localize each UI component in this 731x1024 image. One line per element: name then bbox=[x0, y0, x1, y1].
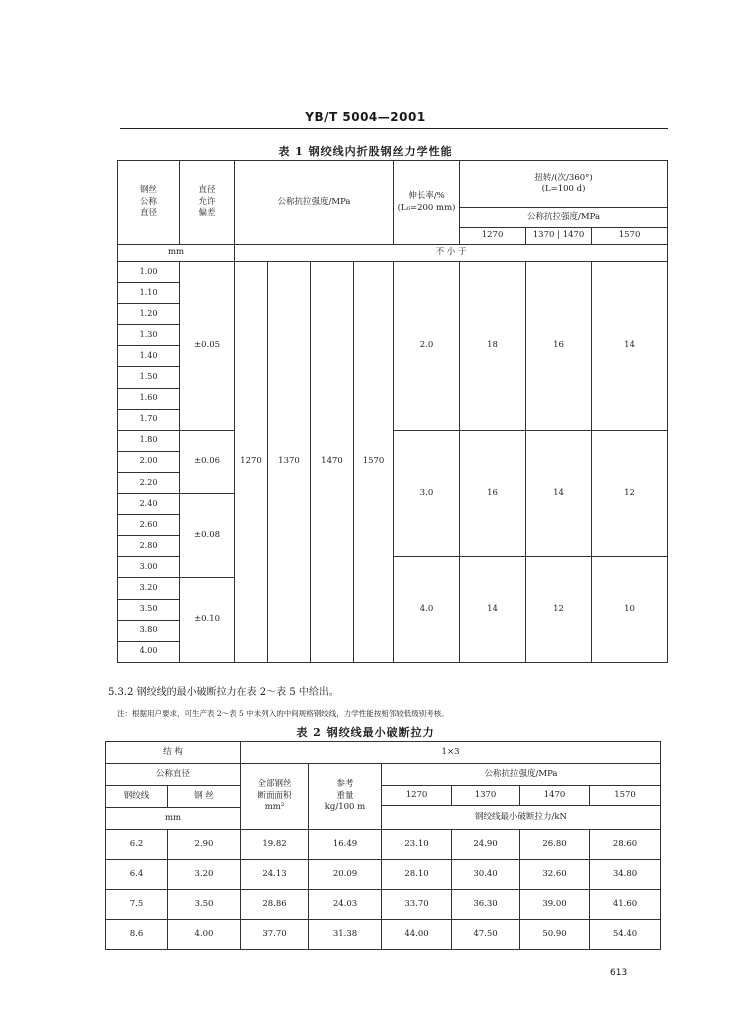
t2-unit: mm bbox=[106, 808, 241, 830]
t2-wire-cell: 3.20 bbox=[168, 860, 241, 890]
t1-torsion-cell: 12 bbox=[592, 430, 668, 557]
t2-header-tensile: 公称抗拉强度/MPa bbox=[382, 764, 661, 786]
t1-header-elongation: 伸长率/% (L₀=200 mm) bbox=[394, 161, 460, 245]
t1-body bbox=[118, 262, 668, 663]
t1-diameter-cell: 2.20 bbox=[118, 472, 180, 493]
table1 bbox=[117, 160, 668, 663]
t2-force-cell: 23.10 bbox=[382, 830, 452, 860]
t2-header-area: 全部钢丝 断面面积 mm² bbox=[241, 764, 309, 830]
t1-torsion-cell: 10 bbox=[592, 557, 668, 662]
t1-elongation-cell: 4.0 bbox=[394, 557, 460, 662]
t2-area-cell: 24.13 bbox=[241, 860, 309, 890]
section-note: 注：根据用户要求，可生产表 2～表 5 中未列入的中间规格钢绞线，力学性能按相邻较低级别考核。 bbox=[117, 709, 449, 718]
t1-header-torsion: 扭转/(次/360°) (L=100 d) bbox=[460, 161, 668, 208]
t2-header-structure-value: 1×3 bbox=[241, 742, 661, 764]
t1-tolerance-cell: ±0.08 bbox=[180, 494, 235, 578]
t1-elongation-cell: 2.0 bbox=[394, 262, 460, 431]
t2-header-strand: 钢绞线 bbox=[106, 786, 168, 808]
t1-diameter-cell: 1.80 bbox=[118, 430, 180, 451]
t2-strand-cell: 8.6 bbox=[106, 920, 168, 950]
t2-area-cell: 37.70 bbox=[241, 920, 309, 950]
t2-force-cell: 50.90 bbox=[520, 920, 590, 950]
t1-diameter-cell: 1.70 bbox=[118, 409, 180, 430]
t1-diameter-cell: 3.50 bbox=[118, 599, 180, 620]
t1-torsion-cell: 18 bbox=[460, 262, 526, 431]
t2-wire-cell: 4.00 bbox=[168, 920, 241, 950]
t2-force-cell: 28.60 bbox=[590, 830, 661, 860]
t1-header-tensile: 公称抗拉强度/MPa bbox=[235, 161, 394, 245]
t2-header-structure: 结 构 bbox=[106, 742, 241, 764]
table1-caption: 表 1 钢绞线内折股钢丝力学性能 bbox=[278, 145, 453, 158]
t1-strength-cell: 1270 bbox=[235, 262, 268, 663]
t2-force-cell: 41.60 bbox=[590, 890, 661, 920]
table2 bbox=[105, 741, 661, 950]
t1-diameter-cell: 1.10 bbox=[118, 283, 180, 304]
t2-header-wire: 钢 丝 bbox=[168, 786, 241, 808]
t2-grade-1370: 1370 bbox=[452, 786, 520, 806]
section-heading: 5.3.2 钢绞线的最小破断拉力在表 2～表 5 中给出。 bbox=[108, 687, 339, 698]
t1-strength-cell: 1570 bbox=[354, 262, 394, 663]
t1-tolerance-cell: ±0.05 bbox=[180, 262, 235, 431]
t2-header-min-force: 钢绞线最小破断拉力/kN bbox=[382, 806, 661, 830]
t2-strand-cell: 6.4 bbox=[106, 860, 168, 890]
t1-torsion-cell: 16 bbox=[526, 262, 592, 431]
t1-diameter-cell: 3.80 bbox=[118, 620, 180, 641]
t1-tolerance-cell: ±0.06 bbox=[180, 430, 235, 493]
t1-diameter-cell: 1.60 bbox=[118, 388, 180, 409]
t1-diameter-cell: 4.00 bbox=[118, 641, 180, 662]
t2-area-cell: 28.86 bbox=[241, 890, 309, 920]
t1-diameter-cell: 2.00 bbox=[118, 451, 180, 472]
t1-strength-cell: 1370 bbox=[268, 262, 311, 663]
t2-row bbox=[106, 860, 661, 890]
t1-header-diameter: 钢丝 公称 直径 bbox=[118, 161, 180, 245]
t1-header-torsion-sub: 公称抗拉强度/MPa bbox=[460, 208, 668, 228]
t2-force-cell: 34.80 bbox=[590, 860, 661, 890]
t1-row bbox=[118, 262, 668, 283]
t2-force-cell: 33.70 bbox=[382, 890, 452, 920]
t1-diameter-cell: 1.20 bbox=[118, 304, 180, 325]
t2-strand-cell: 7.5 bbox=[106, 890, 168, 920]
t2-force-cell: 30.40 bbox=[452, 860, 520, 890]
t2-weight-cell: 24.03 bbox=[309, 890, 382, 920]
t1-torsion-grade-1270: 1270 bbox=[460, 228, 526, 245]
t2-force-cell: 24.90 bbox=[452, 830, 520, 860]
t1-unit: mm bbox=[118, 245, 235, 262]
t2-area-cell: 19.82 bbox=[241, 830, 309, 860]
t2-row bbox=[106, 830, 661, 860]
t1-diameter-cell: 3.00 bbox=[118, 557, 180, 578]
t2-force-cell: 39.00 bbox=[520, 890, 590, 920]
t1-strength-cell: 1470 bbox=[311, 262, 354, 663]
t2-grade-1270: 1270 bbox=[382, 786, 452, 806]
t2-body bbox=[106, 830, 661, 950]
t2-row bbox=[106, 920, 661, 950]
t1-torsion-grade-1570: 1570 bbox=[592, 228, 668, 245]
t2-wire-cell: 3.50 bbox=[168, 890, 241, 920]
header-rule bbox=[120, 128, 668, 129]
t1-torsion-cell: 14 bbox=[592, 262, 668, 431]
t2-weight-cell: 20.09 bbox=[309, 860, 382, 890]
t1-diameter-cell: 1.00 bbox=[118, 262, 180, 283]
t2-grade-1470: 1470 bbox=[520, 786, 590, 806]
t2-header-nominal-diameter: 公称直径 bbox=[106, 764, 241, 786]
t2-force-cell: 26.80 bbox=[520, 830, 590, 860]
t2-force-cell: 54.40 bbox=[590, 920, 661, 950]
t1-torsion-grade-1370-1470: 1370 | 1470 bbox=[526, 228, 592, 245]
t1-torsion-cell: 14 bbox=[460, 557, 526, 662]
t1-diameter-cell: 2.40 bbox=[118, 494, 180, 515]
t2-force-cell: 47.50 bbox=[452, 920, 520, 950]
t2-header-weight: 参考 重量 kg/100 m bbox=[309, 764, 382, 830]
t1-diameter-cell: 1.40 bbox=[118, 346, 180, 367]
t1-torsion-cell: 14 bbox=[526, 430, 592, 557]
t2-weight-cell: 16.49 bbox=[309, 830, 382, 860]
t1-torsion-cell: 12 bbox=[526, 557, 592, 662]
t1-diameter-cell: 2.80 bbox=[118, 536, 180, 557]
table2-caption: 表 2 钢绞线最小破断拉力 bbox=[296, 726, 435, 739]
t1-diameter-cell: 3.20 bbox=[118, 578, 180, 599]
t1-header-tolerance: 直径 允许 偏差 bbox=[180, 161, 235, 245]
t2-force-cell: 36.30 bbox=[452, 890, 520, 920]
t2-force-cell: 28.10 bbox=[382, 860, 452, 890]
t2-strand-cell: 6.2 bbox=[106, 830, 168, 860]
t1-diameter-cell: 2.60 bbox=[118, 515, 180, 536]
t2-force-cell: 32.60 bbox=[520, 860, 590, 890]
t1-diameter-cell: 1.30 bbox=[118, 325, 180, 346]
t2-row bbox=[106, 890, 661, 920]
t1-diameter-cell: 1.50 bbox=[118, 367, 180, 388]
page-header: YB/T 5004—2001 bbox=[305, 110, 426, 124]
t1-tolerance-cell: ±0.10 bbox=[180, 578, 235, 662]
t1-torsion-cell: 16 bbox=[460, 430, 526, 557]
page-number: 613 bbox=[610, 968, 628, 978]
t1-not-less: 不 小 于 bbox=[235, 245, 668, 262]
t2-wire-cell: 2.90 bbox=[168, 830, 241, 860]
t1-elongation-cell: 3.0 bbox=[394, 430, 460, 557]
t2-weight-cell: 31.38 bbox=[309, 920, 382, 950]
t2-force-cell: 44.00 bbox=[382, 920, 452, 950]
t2-grade-1570: 1570 bbox=[590, 786, 661, 806]
